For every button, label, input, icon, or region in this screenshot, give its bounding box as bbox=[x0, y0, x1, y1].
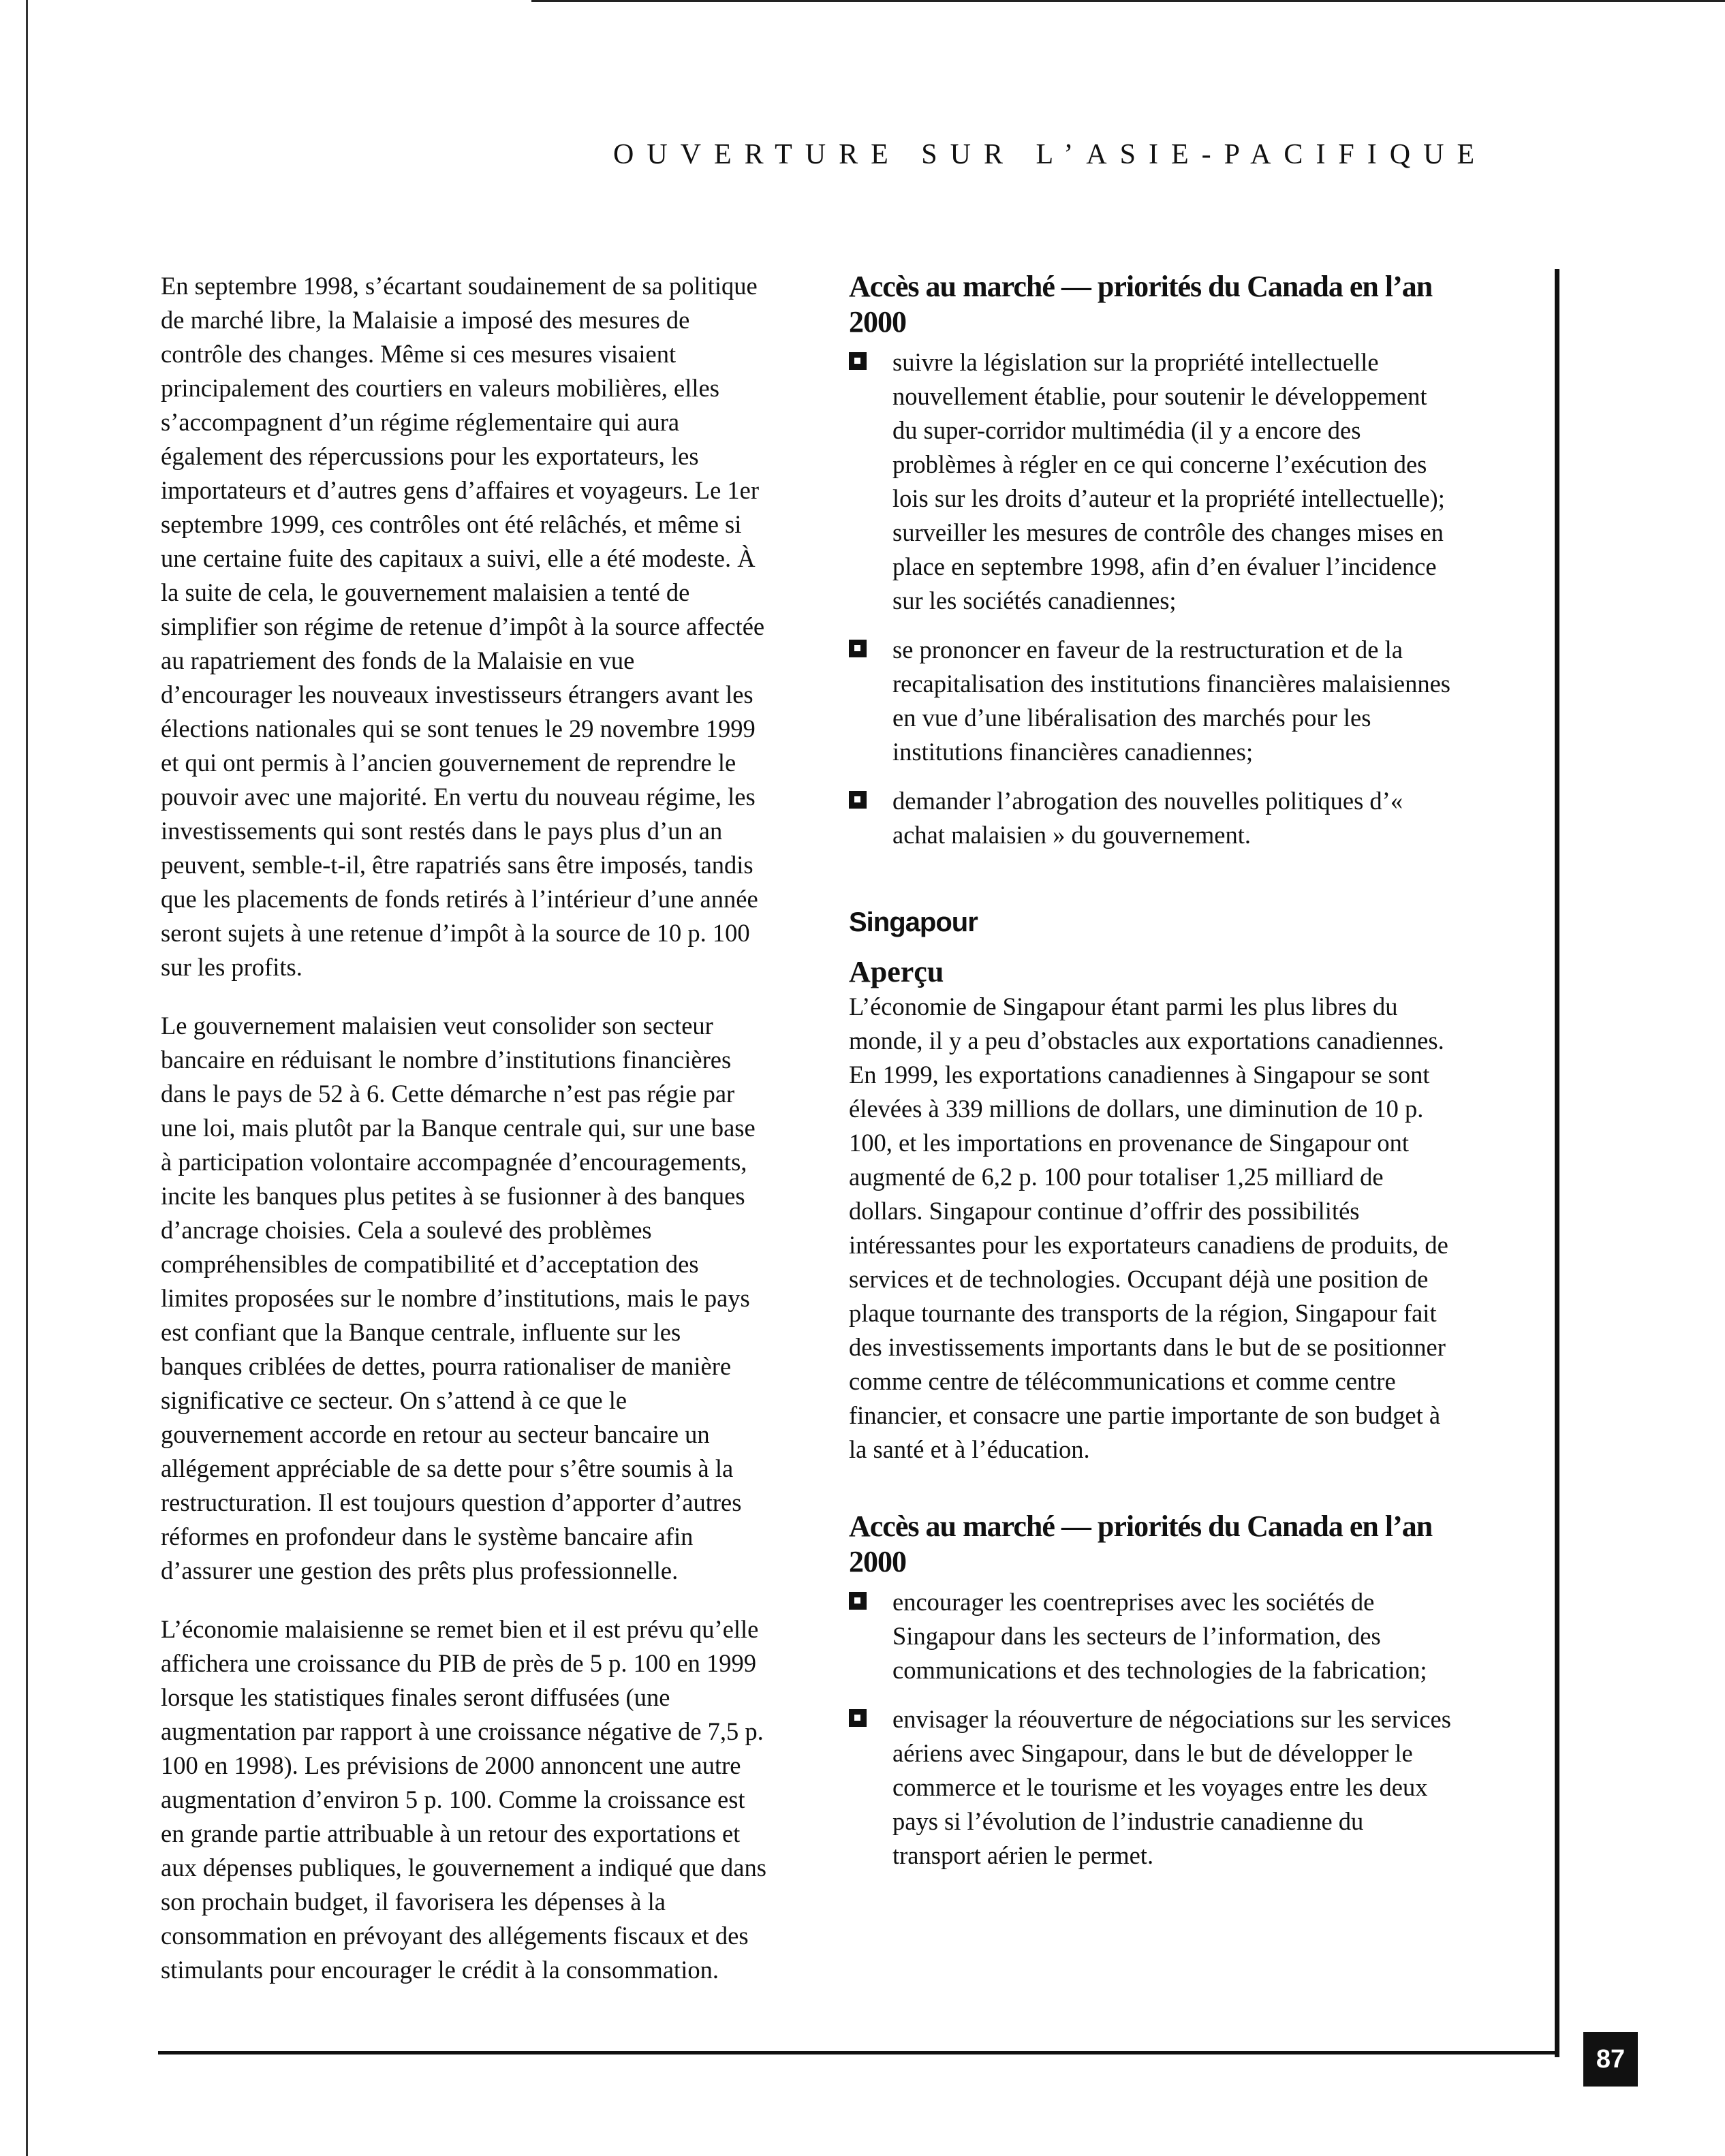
paragraph: Le gouvernement malaisien veut consolider son secteur bancaire en réduisant le nombre d’institutions financières dans le pays de 52 à 6. Cette démarche n’est pas régie par une loi, mais plutôt par la Banque centrale qui, sur une base à participation volontaire accompagnée d’encouragements, incite les banques plus petites à se fusionner à des banques d’ancrage choisies. Cela a soulevé des problèmes compréhensibles de compatibilité et d’acceptation des limites proposées sur le nombre d’institutions, mais le pays est confiant que la Banque centrale, influente sur les banques criblées de dettes, pourra rationaliser de manière significative ce secteur. On s’attend à ce que le gouvernement accorde en retour au secteur bancaire un allégement appréciable de sa dette pour s’être soumis à la restructuration. Il est toujours question d’apporter d’autres réformes en profondeur dans le système bancaire afin d’assurer une gestion des prêts plus professionnelle. bbox=[161, 1012, 756, 1584]
list-item-text: suivre la législation sur la propriété intellectuelle nouvellement établie, pour soutenir le développement du super-corridor multimédia (il y a encore des problèmes à régler en ce qui concerne l’exécution des lois sur les droits d’auteur et la propriété intellectuelle); surveiller les mesures de contrôle des changes mises en place en septembre 1998, afin d’en évaluer l’incidence sur les sociétés canadiennes; bbox=[892, 348, 1445, 614]
right-column bbox=[849, 269, 1455, 1888]
overview-paragraph: L’économie de Singapour étant parmi les plus libres du monde, il y a peu d’obstacles aux exportations canadiennes. En 1999, les exportations canadiennes à Singapour se sont élevées à 339 millions de dollars, une diminution de 10 p. 100, et les importations en provenance de Singapour ont augmenté de 6,2 p. 100 pour totaliser 1,25 milliard de dollars. Singapour continue d’offrir des possibilités intéressantes pour les exportateurs canadiens de produits, de services et de technologies. Occupant déjà une position de plaque tournante des transports de la région, Singapour fait des investissements importants dans le but de se positionner comme centre de télécommunications et comme centre financier, et consacre une partie importante de son budget à la santé et à l’éducation. bbox=[849, 993, 1448, 1463]
square-bullet-icon bbox=[849, 352, 867, 370]
list-item bbox=[849, 345, 1455, 618]
malaysia-priorities-list bbox=[849, 345, 1455, 852]
list-item bbox=[849, 784, 1455, 852]
list-item-text: se prononcer en faveur de la restructuration et de la recapitalisation des institutions financières malaisiennes en vue d’une libéralisation des marchés pour les institutions financières canadiennes; bbox=[892, 636, 1450, 766]
page-number: 87 bbox=[1583, 2032, 1638, 2087]
singapore-priorities-heading: Accès au marché — priorités du Canada en l’an 2000 bbox=[849, 1510, 1433, 1578]
right-column-rule bbox=[1555, 269, 1559, 2057]
list-item-text: envisager la réouverture de négociations sur les services aériens avec Singapour, dans le but de développer le commerce et le tourisme et les voyages entre les deux pays si l’évolution de l’industrie canadienne du transport aérien le permet. bbox=[892, 1705, 1451, 1869]
list-item bbox=[849, 1585, 1455, 1687]
list-item bbox=[849, 1702, 1455, 1873]
singapore-priorities-list bbox=[849, 1585, 1455, 1873]
binding-edge bbox=[26, 0, 28, 2156]
paragraph: En septembre 1998, s’écartant soudainement de sa politique de marché libre, la Malaisie a imposé des mesures de contrôle des changes. Même si ces mesures visaient principalement des courtiers en valeurs mobilières, elles s’accompagnent d’un régime réglementaire qui aura également des répercussions pour les exportateurs, les importateurs et d’autres gens d’affaires et voyageurs. Le 1er septembre 1999, ces contrôles ont été relâchés, et même si une certaine fuite des capitaux a suivi, elle a été modeste. À la suite de cela, le gouvernement malaisien a tenté de simplifier son régime de retenue d’impôt à la source affectée au rapatriement des fonds de la Malaisie en vue d’encourager les nouveaux investisseurs étrangers avant les élections nationales qui se sont tenues le 29 novembre 1999 et qui ont permis à l’ancien gouvernement de reprendre le pouvoir avec une majorité. En vertu du nouveau régime, les investissements qui sont restés dans le pays plus d’un an peuvent, semble-t-il, être rapatriés sans être imposés, tandis que les placements de fonds retirés à l’intérieur d’une année seront sujets à une retenue d’impôt à la source de 10 p. 100 sur les profits. bbox=[161, 272, 765, 981]
square-bullet-icon bbox=[849, 640, 867, 657]
list-item-text: demander l’abrogation des nouvelles politiques d’« achat malaisien » du gouvernement. bbox=[892, 787, 1403, 849]
singapore-heading: Singapour bbox=[849, 907, 978, 937]
top-rule bbox=[531, 0, 1725, 2]
square-bullet-icon bbox=[849, 1592, 867, 1610]
list-item-text: encourager les coentreprises avec les sociétés de Singapour dans les secteurs de l’information, des communications et des technologies de la fabrication; bbox=[892, 1588, 1427, 1684]
malaysia-priorities-heading: Accès au marché — priorités du Canada en l’an 2000 bbox=[849, 270, 1433, 339]
paragraph: L’économie malaisienne se remet bien et il est prévu qu’elle affichera une croissance du PIB de près de 5 p. 100 en 1999 lorsque les statistiques finales seront diffusées (une augmentation par rapport à une croissance négative de 7,5 p. 100 en 1998). Les prévisions de 2000 annoncent une autre augmentation d’environ 5 p. 100. Comme la croissance est en grande partie attribuable à un retour des exportations et aux dépenses publiques, le gouvernement a indiqué que dans son prochain budget, il favorisera les dépenses à la consommation en prévoyant des allégements fiscaux et des stimulants pour encourager le crédit à la consommation. bbox=[161, 1615, 766, 1984]
square-bullet-icon bbox=[849, 1709, 867, 1727]
left-column bbox=[161, 269, 767, 2012]
square-bullet-icon bbox=[849, 791, 867, 809]
running-head: OUVERTURE SUR L’ASIE-PACIFIQUE bbox=[613, 139, 1488, 170]
list-item bbox=[849, 633, 1455, 769]
overview-heading: Aperçu bbox=[849, 955, 944, 988]
bottom-rule bbox=[158, 2051, 1559, 2055]
